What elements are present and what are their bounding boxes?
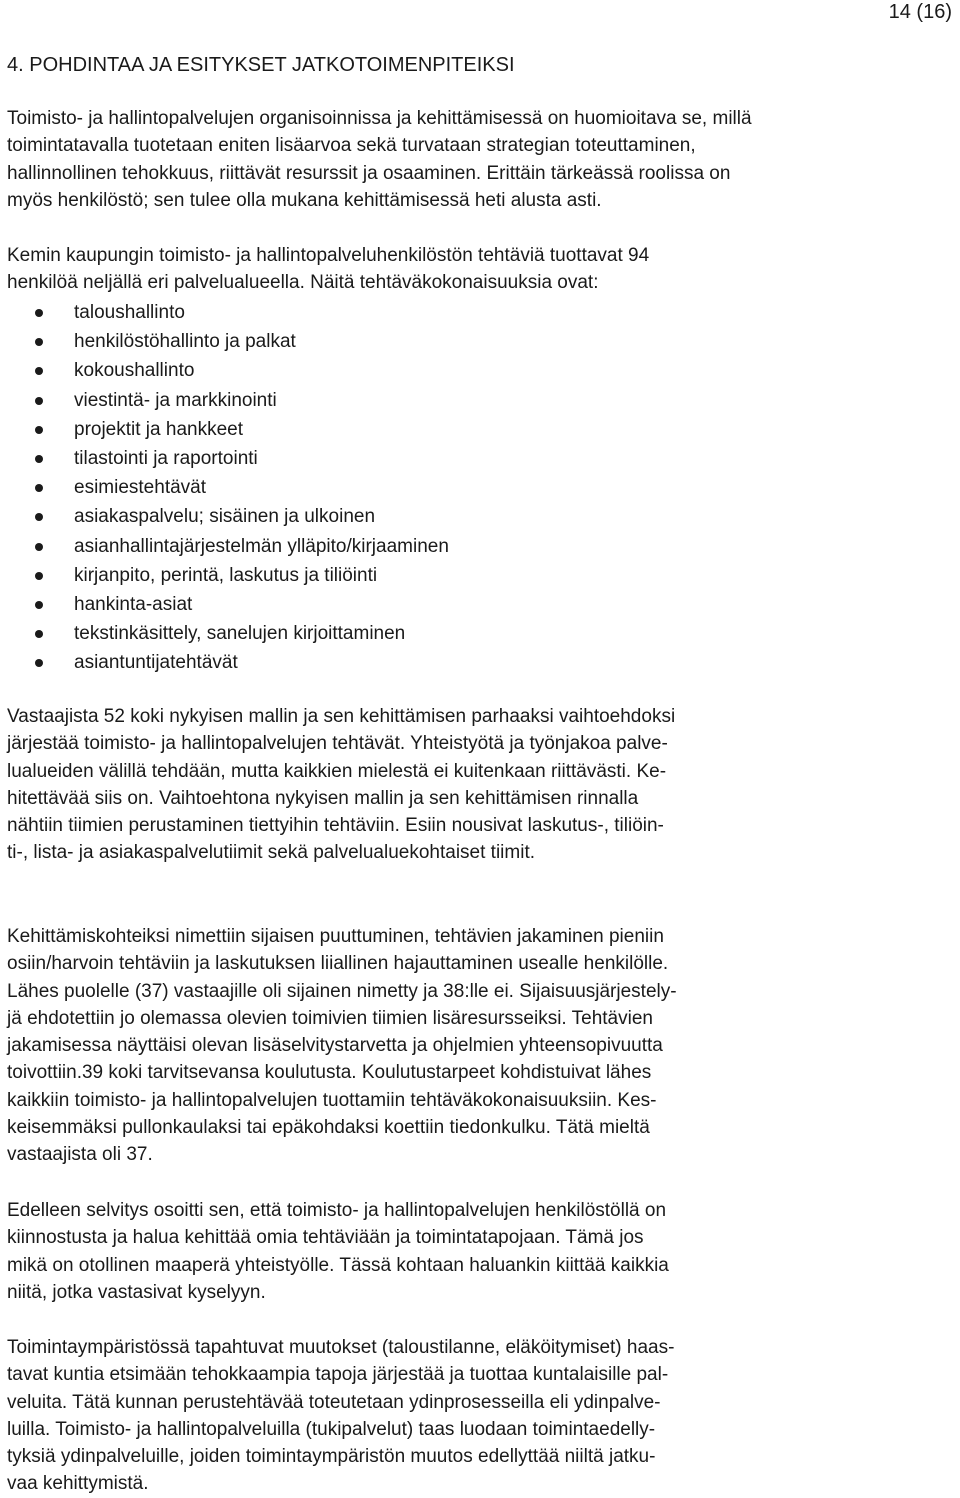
list-item: taloushallinto [0,298,449,327]
paragraph-development-targets [7,923,952,1169]
bullet-icon [35,513,43,521]
text-line: toimintatavalla tuotetaan eniten lisäarvoa sekä turvataan strategian toteuttaminen, [7,135,696,157]
bullet-icon [35,659,43,667]
text-line: kaikkiin toimisto- ja hallintopalvelujen tuottamiin tehtäväkokonaisuuksiin. Kes- [7,1089,657,1111]
text-line: keisemmäksi pullonkaulaksi tai epäkohdaksi koettiin tiedonkulku. Tätä mieltä [7,1117,650,1139]
bullet-icon [35,484,43,492]
text-line: järjestää toimisto- ja hallintopalvelujen tehtävät. Yhteistyötä ja työnjakoa palve- [7,733,668,755]
list-item: esimiestehtävät [0,473,449,502]
text-line: jakamisessa näyttäisi olevan lisäselvitystarvetta ja ohjelmien yhteensopivuutta [7,1035,663,1057]
list-item: asianhallintajärjestelmän ylläpito/kirjaaminen [0,532,449,561]
paragraph-operating-environment [7,1334,952,1498]
list-item: henkilöstöhallinto ja palkat [0,327,449,356]
text-line: tavat kuntia etsimään tehokkaampia tapoja järjestää ja tuottaa kuntalaisille pal- [7,1364,669,1386]
text-line: Toimintaympäristössä tapahtuvat muutokset (taloustilanne, eläköitymiset) haas- [7,1337,675,1358]
text-line: vaa kehittymistä. [7,1473,149,1495]
text-line: nähtiin tiimien perustaminen tiettyihin tehtäviin. Esiin nousivat laskutus-, tiliöin- [7,815,664,837]
text-line: jä ehdotettiin jo olemassa olevien toimivien tiimien lisäresursseiksi. Tehtävien [7,1007,653,1029]
list-item: hankinta-asiat [0,590,449,619]
text-line: Toimisto- ja hallintopalvelujen organisoinnissa ja kehittämisessä on huomioitava se, millä [7,108,752,129]
bullet-icon [35,397,43,405]
page-number: 14 (16) [888,1,952,23]
text-line: luilla. Toimisto- ja hallintopalveluilla (tukipalvelut) taas luodaan toimintaedelly- [7,1418,656,1440]
list-item: tilastointi ja raportointi [0,444,449,473]
text-line: Kehittämiskohteiksi nimettiin sijaisen puuttuminen, tehtävien jakaminen pieniin [7,926,664,947]
text-line: toivottiin.39 koki tarvitsevansa koulutusta. Koulutustarpeet kohdistuivat lähes [7,1062,652,1084]
bullet-icon [35,572,43,580]
text-line: tyksiä ydinpalveluille, joiden toimintaympäristön muutos edellyttää niiltä jatku- [7,1446,656,1468]
text-line: lualueiden välillä tehdään, mutta kaikkien mielestä ei kuitenkaan riittävästi. Ke- [7,760,667,782]
paragraph-organisation [7,105,952,214]
text-line: Vastaajista 52 koki nykyisen mallin ja sen kehittämisen parhaaksi vaihtoehdoksi [7,706,676,727]
bullet-icon [35,309,43,317]
text-line: osiin/harvoin tehtäviin ja laskutuksen liiallinen hajauttaminen usealle henkilölle. [7,953,669,975]
text-line: Kemin kaupungin toimisto- ja hallintopalveluhenkilöstön tehtäviä tuottavat 94 [7,245,650,266]
bullet-icon [35,543,43,551]
list-item: asiantuntijatehtävät [0,648,449,677]
list-item: tekstinkäsittely, sanelujen kirjoittaminen [0,619,449,648]
text-line: Edelleen selvitys osoitti sen, että toimisto- ja hallintopalvelujen henkilöstöllä on [7,1200,667,1221]
paragraph-staff [7,242,952,297]
text-line: henkilöä neljällä eri palvelualueella. Näitä tehtäväkokonaisuuksia ovat: [7,272,599,294]
text-line: ti-, lista- ja asiakaspalvelutiimit sekä palvelualuekohtaiset tiimit. [7,842,536,864]
task-area-list [0,298,449,677]
text-line: Lähes puolelle (37) vastaajille oli sijainen nimetty ja 38:lle ei. Sijaisuusjärjestely- [7,980,677,1002]
text-line: mikä on otollinen maaperä yhteistyölle. Tässä kohtaan haluankin kiittää kaikkia [7,1254,669,1276]
text-line: veluita. Tätä kunnan perustehtävää toteutetaan ydinprosesseilla eli ydinpalve- [7,1391,661,1413]
list-item: kirjanpito, perintä, laskutus ja tiliöinti [0,561,449,590]
paragraph-respondents [7,703,952,867]
text-line: hallinnollinen tehokkuus, riittävät resurssit ja osaaminen. Erittäin tärkeässä roolissa on [7,162,731,184]
bullet-icon [35,426,43,434]
text-line: vastaajista oli 37. [7,1144,153,1166]
list-item: asiakaspalvelu; sisäinen ja ulkoinen [0,502,449,531]
section-heading: 4. POHDINTAA JA ESITYKSET JATKOTOIMENPITEIKSI [7,54,515,76]
bullet-icon [35,367,43,375]
bullet-icon [35,455,43,463]
text-line: hitettävää siis on. Vaihtoehtona nykyisen mallin ja sen kehittämisen rinnalla [7,787,639,809]
text-line: niitä, jotka vastasivat kyselyyn. [7,1281,266,1303]
bullet-icon [35,630,43,638]
bullet-icon [35,338,43,346]
list-item: projektit ja hankkeet [0,415,449,444]
text-line: kiinnostusta ja halua kehittää omia tehtäviään ja toimintatapojaan. Tämä jos [7,1227,644,1249]
paragraph-interest [7,1197,952,1306]
list-item: viestintä- ja markkinointi [0,386,449,415]
list-item: kokoushallinto [0,356,449,385]
text-line: myös henkilöstö; sen tulee olla mukana kehittämisessä heti alusta asti. [7,189,602,211]
bullet-icon [35,601,43,609]
